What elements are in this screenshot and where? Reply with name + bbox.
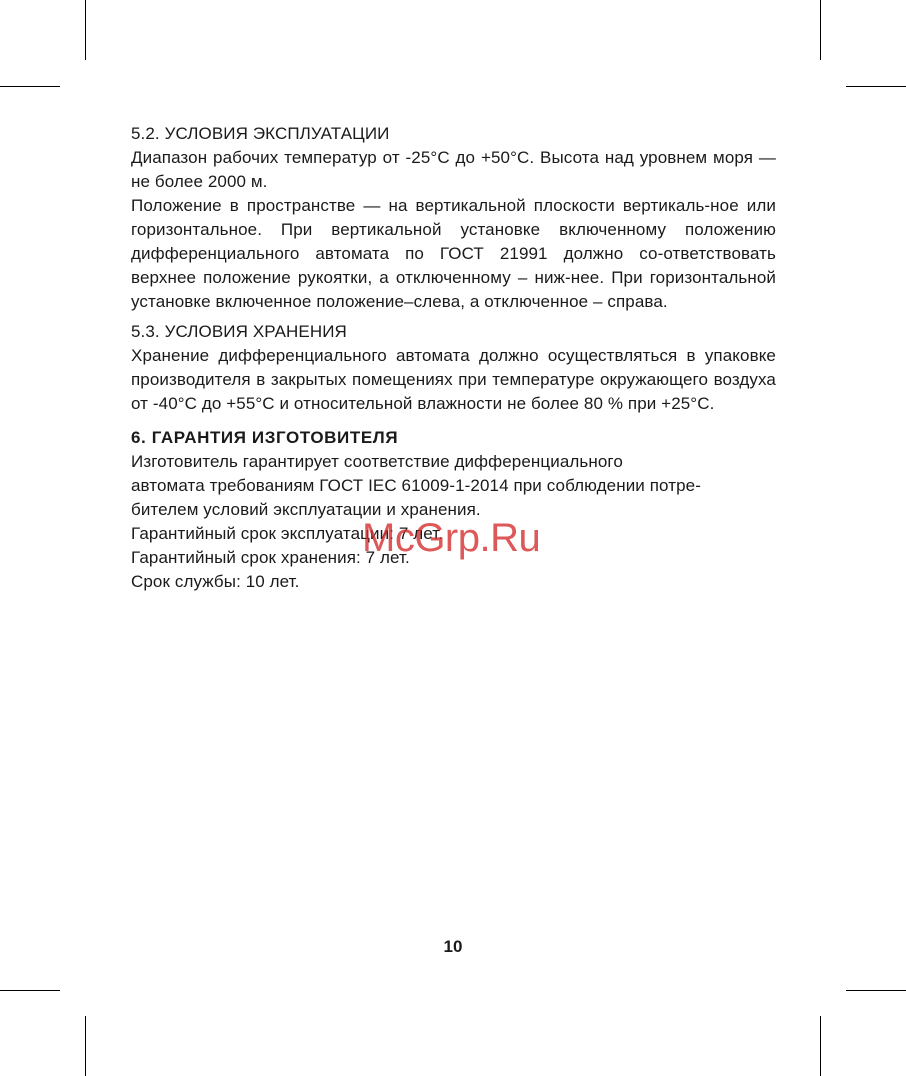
section-heading: 5.3. УСЛОВИЯ ХРАНЕНИЯ — [131, 322, 347, 341]
crop-mark-top-right-vertical — [820, 0, 821, 60]
paragraph-temperature: Диапазон рабочих температур от -25°С до +50°С. Высота над уровнем моря — не более 2000 м. — [131, 148, 776, 191]
text-line: Гарантийный срок хранения: 7 лет. — [131, 548, 410, 567]
text-line: автомата требованиям ГОСТ IEC 61009-1-2014 при соблюдении потре- — [131, 476, 701, 495]
crop-mark-bottom-left-horizontal — [0, 990, 60, 991]
crop-mark-bottom-left-vertical — [85, 1016, 86, 1076]
section-operating-conditions — [131, 122, 776, 314]
watermark: McGrp.Ru — [362, 516, 541, 560]
section-heading: 6. ГАРАНТИЯ ИЗГОТОВИТЕЛЯ — [131, 428, 399, 447]
crop-mark-top-left-vertical — [85, 0, 86, 60]
text-line: бителем условий эксплуатации и хранения. — [131, 500, 481, 519]
text-line: Изготовитель гарантирует соответствие дифференциального — [131, 452, 623, 471]
crop-mark-top-left-horizontal — [0, 86, 60, 87]
crop-mark-bottom-right-vertical — [820, 1016, 821, 1076]
page-number: 10 — [443, 937, 463, 956]
crop-mark-top-right-horizontal — [846, 86, 906, 87]
paragraph-position: Положение в пространстве — на вертикальной плоскости вертикаль-ное или горизонтальное. При вертикальной установке включенному положению дифференциального автомата по ГОСТ 21991 должно со-ответствовать верхнее положение рукоятки, а отключенному – ниж-нее. При горизонтальной установке включенное положение–слева, а отключенное – справа. — [131, 196, 776, 311]
section-warranty — [131, 426, 776, 594]
paragraph-storage: Хранение дифференциального автомата должно осуществляться в упаковке производителя в закрытых помещениях при температуре окружающего воздуха от -40°С до +55°С и относительной влажности не более 80 % при +25°С. — [131, 346, 776, 413]
crop-mark-bottom-right-horizontal — [846, 990, 906, 991]
text-line: Срок службы: 10 лет. — [131, 572, 300, 591]
section-storage-conditions — [131, 320, 776, 416]
section-heading: 5.2. УСЛОВИЯ ЭКСПЛУАТАЦИИ — [131, 124, 390, 143]
text-line: Гарантийный срок эксплуатации: 7 лет. — [131, 524, 444, 543]
